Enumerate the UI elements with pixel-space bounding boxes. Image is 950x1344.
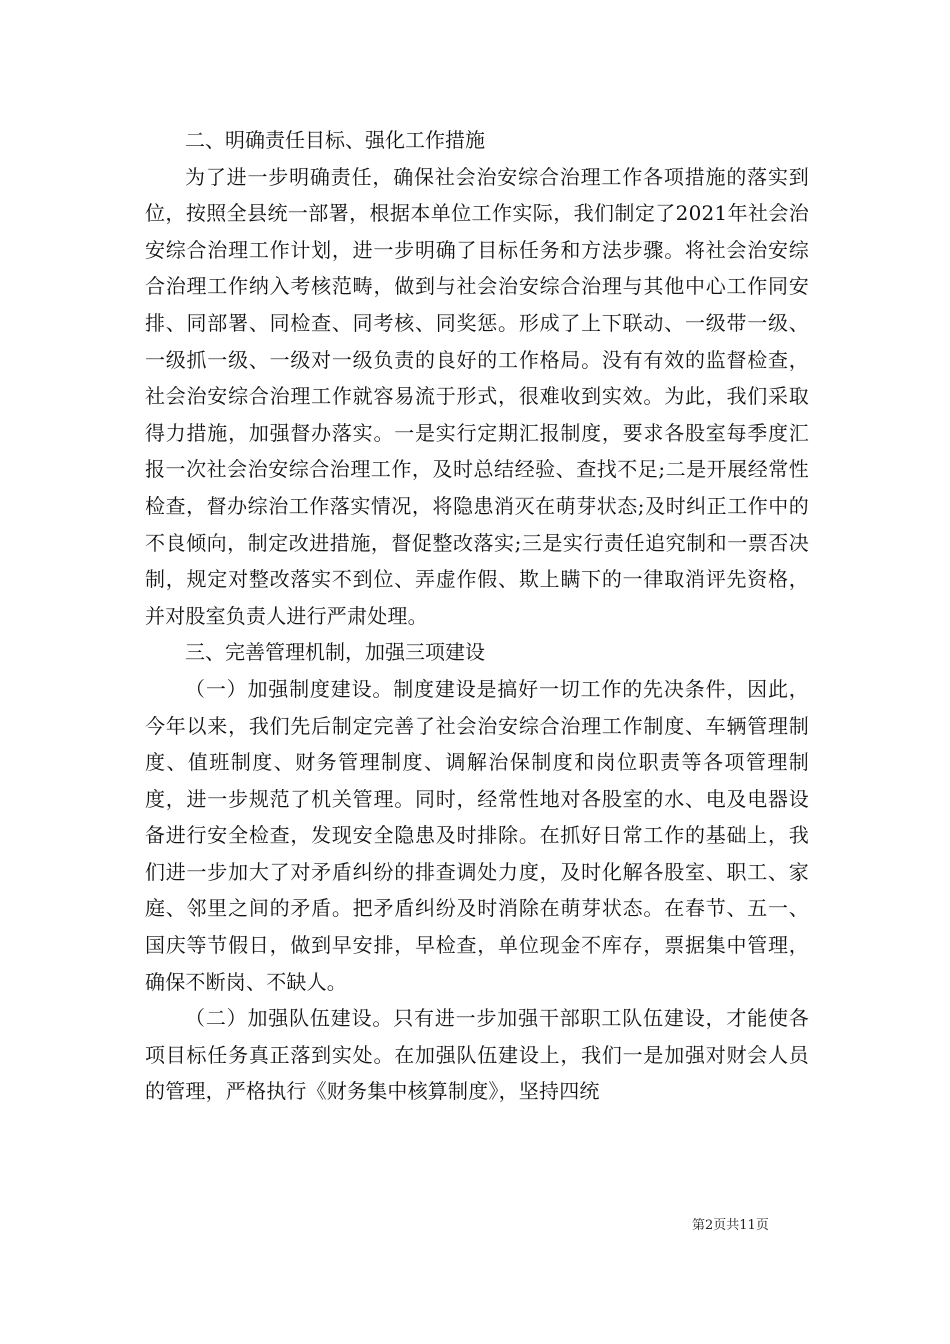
page-number: 第2页共11页 bbox=[692, 1218, 769, 1233]
section-2-paragraph: 为了进一步明确责任，确保社会治安综合治理工作各项措施的落实到位，按照全县统一部署，根据本单位工作实际，我们制定了2021年社会治安综合治理工作计划，进一步明确了目标任务和方法步骤。将社会治安综合治理工作纳入考核范畴，做到与社会治安综合治理与其他中心工作同安排、同部署、同检查、同考核、同奖惩。形成了上下联动、一级带一级、一级抓一级、一级对一级负责的良好的工作格局。没有有效的监督检查，社会治安综合治理工作就容易流于形式，很难收到实效。为此，我们采取得力措施，加强督办落实。一是实行定期汇报制度，要求各股室每季度汇报一次社会治安综合治理工作，及时总结经验、查找不足;二是开展经常性检查，督办综治工作落实情况，将隐患消灭在萌芽状态;及时纠正工作中的不良倾向，制定改进措施，督促整改落实;三是实行责任追究制和一票否决制，规定对整改落实不到位、弄虚作假、欺上瞒下的一律取消评先资格，并对股室负责人进行严肃处理。 bbox=[145, 164, 809, 628]
section-3-paragraph-1: （一）加强制度建设。制度建设是搞好一切工作的先决条件，因此，今年以来，我们先后制定完善了社会治安综合治理工作制度、车辆管理制度、值班制度、财务管理制度、调解治保制度和岗位职责等各项管理制度，进一步规范了机关管理。同时，经常性地对各股室的水、电及电器设备进行安全检查，发现安全隐患及时排除。在抓好日常工作的基础上，我们进一步加大了对矛盾纠纷的排查调处力度，及时化解各股室、职工、家庭、邻里之间的矛盾。把矛盾纠纷及时消除在萌芽状态。在春节、五一、国庆等节假日，做到早安排，早检查，单位现金不库存，票据集中管理，确保不断岗、不缺人。 bbox=[145, 676, 809, 994]
section-3-paragraph-2: （二）加强队伍建设。只有进一步加强干部职工队伍建设，才能使各项目标任务真正落到实处。在加强队伍建设上，我们一是加强对财会人员的管理，严格执行《财务集中核算制度》，坚持四统 bbox=[145, 1006, 809, 1104]
section-3-heading: 三、完善管理机制，加强三项建设 bbox=[185, 640, 485, 665]
document-body bbox=[145, 122, 809, 1110]
section-2-heading: 二、明确责任目标、强化工作措施 bbox=[185, 128, 485, 152]
